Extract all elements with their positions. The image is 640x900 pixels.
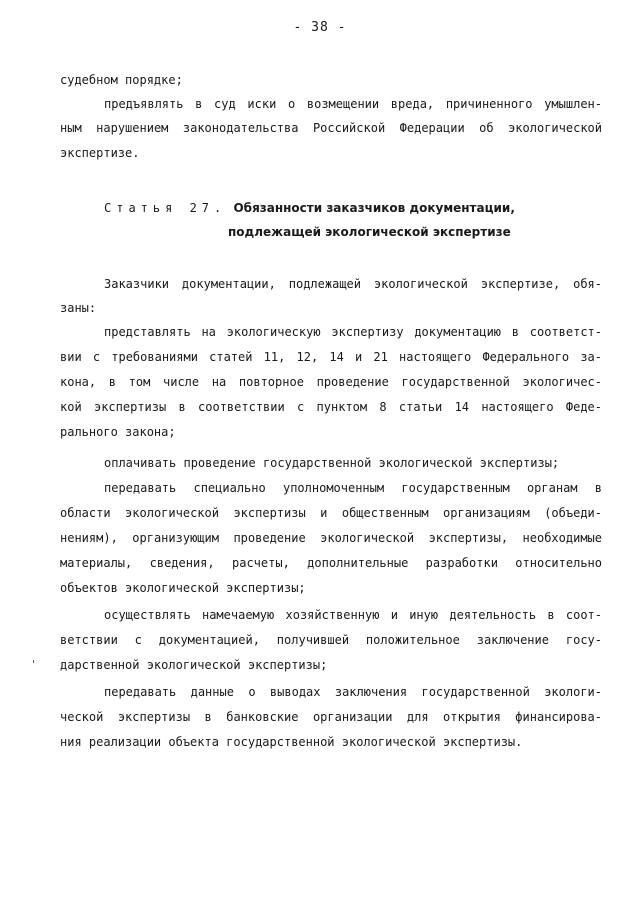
text-line: экспертизе.	[60, 146, 140, 160]
article-heading	[104, 200, 640, 216]
text-line: судебном порядке;	[60, 73, 183, 87]
text-line: нениям), организующим проведение экологической экспертизы, необходимые	[60, 531, 602, 545]
text-line: заны:	[60, 301, 97, 315]
article-title-continued: подлежащей экологической экспертизе	[228, 225, 511, 239]
article-label: Статья 27.	[104, 201, 227, 215]
page-number: - 38 -	[293, 20, 347, 35]
text-line: вии с требованиями статей 11, 12, 14 и 21 настоящего Федерального за-	[60, 350, 602, 364]
text-line: Заказчики документации, подлежащей экологической экспертизе, обя-	[104, 277, 602, 291]
text-line: оплачивать проведение государственной экологической экспертизы;	[104, 456, 560, 470]
text-line: передавать специально уполномоченным государственным органам в	[104, 481, 602, 495]
text-line: области экологической экспертизы и общественным организациям (объеди-	[60, 506, 602, 520]
text-line: ния реализации объекта государственной экологической экспертизы.	[60, 735, 523, 749]
text-line: кона, в том числе на повторное проведение государственной экологичес-	[60, 375, 602, 389]
text-line: материалы, сведения, расчеты, дополнительные разработки относительно	[60, 556, 602, 570]
text-line: ческой экспертизы в банковские организации для открытия финансирова-	[60, 710, 602, 724]
text-line: ветствии с документацией, получившей положительное заключение госу-	[60, 633, 602, 647]
text-line: кой экспертизы в соответствии с пунктом 8 статьи 14 настоящего Феде-	[60, 400, 602, 414]
text-line: осуществлять намечаемую хозяйственную и иную деятельность в соот-	[104, 608, 602, 622]
article-title: Обязанности заказчиков документации,	[233, 201, 515, 215]
text-line: представлять на экологическую экспертизу документацию в соответст-	[104, 325, 602, 339]
text-line: объектов экологической экспертизы;	[60, 581, 306, 595]
text-line: рального закона;	[60, 425, 176, 439]
margin-mark	[33, 660, 34, 663]
text-line: передавать данные о выводах заключения государственной экологи-	[104, 685, 602, 699]
text-line: дарственной экологической экспертизы;	[60, 658, 328, 672]
text-line: предъявлять в суд иски о возмещении вреда, причиненного умышлен-	[104, 97, 602, 111]
text-line: ным нарушением законодательства Российской Федерации об экологической	[60, 121, 602, 135]
